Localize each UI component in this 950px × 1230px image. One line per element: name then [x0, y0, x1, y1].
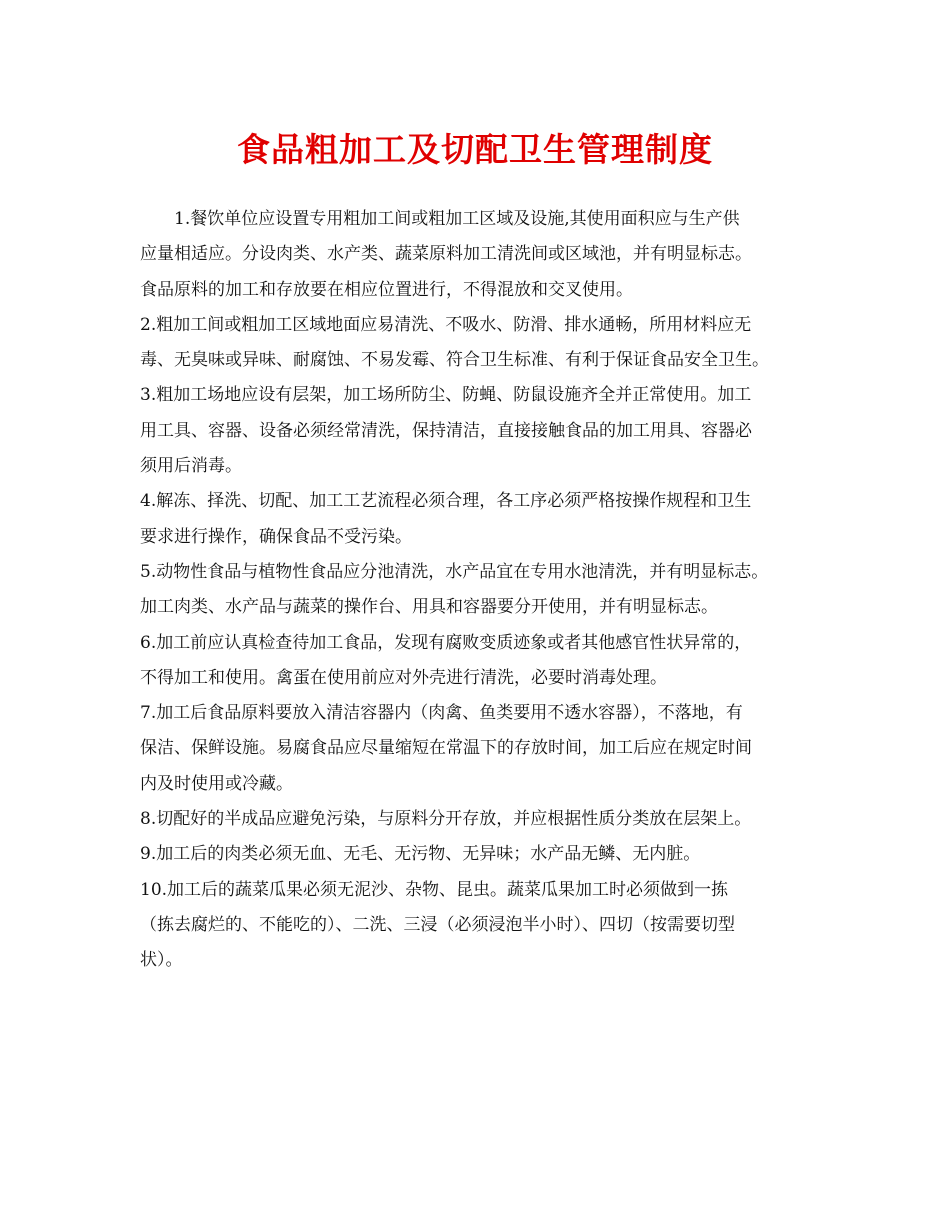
body-line: 6.加工前应认真检查待加工食品，发现有腐败变质迹象或者其他感官性状异常的，: [140, 632, 752, 653]
body-line: 须用后消毒。: [140, 456, 242, 477]
body-line: 7.加工后食品原料要放入清洁容器内（肉禽、鱼类要用不透水容器），不落地，有: [140, 703, 743, 724]
body-line: 状）。: [140, 950, 183, 971]
body-line: 不得加工和使用。禽蛋在使用前应对外壳进行清洗，必要时消毒处理。: [140, 667, 667, 688]
body-line: 3.粗加工场地应设有层架，加工场所防尘、防蝇、防鼠设施齐全并正常使用。加工: [140, 385, 752, 406]
document-body: [140, 202, 820, 979]
body-line: 10.加工后的蔬菜瓜果必须无泥沙、杂物、昆虫。蔬菜瓜果加工时必须做到一拣: [140, 879, 729, 900]
body-line: 9.加工后的肉类必须无血、无毛、无污物、无异味；水产品无鳞、无内脏。: [140, 844, 701, 865]
body-line: 要求进行操作，确保食品不受污染。: [140, 526, 412, 547]
body-line: 应量相适应。分设肉类、水产类、蔬菜原料加工清洗间或区域池，并有明显标志。: [140, 244, 752, 265]
body-line: 用工具、容器、设备必须经常清洗，保持清洁，直接接触食品的加工用具、容器必: [140, 420, 752, 441]
body-line: 2.粗加工间或粗加工区域地面应易清洗、不吸水、防滑、排水通畅，所用材料应无: [140, 314, 752, 335]
body-line: 4.解冻、择洗、切配、加工工艺流程必须合理，各工序必须严格按操作规程和卫生: [140, 491, 752, 512]
body-line: 内及时使用或冷藏。: [140, 773, 293, 794]
body-line: 保洁、保鲜设施。易腐食品应尽量缩短在常温下的存放时间，加工后应在规定时间: [140, 738, 752, 759]
body-line: 1.餐饮单位应设置专用粗加工间或粗加工区域及设施,其使用面积应与生产供: [140, 209, 740, 229]
body-line: 食品原料的加工和存放要在相应位置进行，不得混放和交叉使用。: [140, 279, 633, 300]
body-line: （拣去腐烂的、不能吃的）、二洗、三浸（必须浸泡半小时）、四切（按需要切型: [140, 914, 735, 935]
body-line: 5.动物性食品与植物性食品应分池清洗，水产品宜在专用水池清洗，并有明显标志。: [140, 561, 769, 582]
body-line: 8.切配好的半成品应避免污染，与原料分开存放，并应根据性质分类放在层架上。: [140, 809, 752, 830]
body-line: 加工肉类、水产品与蔬菜的操作台、用具和容器要分开使用，并有明显标志。: [140, 597, 718, 618]
document-title: 食品粗加工及切配卫生管理制度: [237, 130, 713, 169]
body-line: 毒、无臭味或异味、耐腐蚀、不易发霉、符合卫生标准、有利于保证食品安全卫生。: [140, 350, 769, 371]
